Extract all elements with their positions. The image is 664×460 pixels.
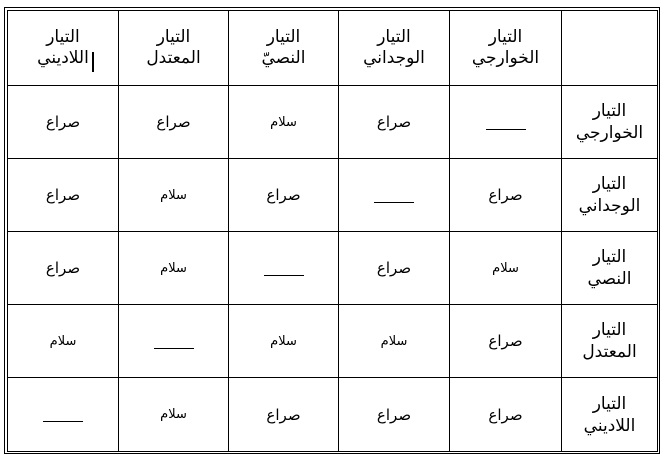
matrix-cell: سلام — [229, 86, 339, 159]
corner-cell — [562, 11, 658, 86]
row-header: التيار المعتدل — [562, 305, 658, 378]
column-header: التيار المعتدل — [119, 11, 229, 86]
column-header: التيار الوجداني — [339, 11, 450, 86]
row-header: التيار الخوارجي — [562, 86, 658, 159]
no-relation-dash — [43, 421, 83, 422]
matrix-cell — [339, 159, 450, 232]
matrix-cell — [450, 86, 562, 159]
no-relation-dash — [154, 348, 194, 349]
matrix-cell: صراع — [229, 378, 339, 452]
matrix-cell: صراع — [8, 232, 119, 305]
matrix-cell: صراع — [450, 305, 562, 378]
matrix-cell: صراع — [339, 86, 450, 159]
table-row — [8, 378, 658, 452]
table-row — [8, 159, 658, 232]
matrix-cell: سلام — [119, 232, 229, 305]
matrix-cell: سلام — [119, 378, 229, 452]
matrix-cell: سلام — [339, 305, 450, 378]
relations-matrix — [7, 10, 658, 452]
no-relation-dash — [486, 129, 526, 130]
matrix-cell: صراع — [229, 159, 339, 232]
no-relation-dash — [264, 275, 304, 276]
matrix-cell: سلام — [450, 232, 562, 305]
matrix-cell: صراع — [450, 378, 562, 452]
matrix-cell: سلام — [8, 305, 119, 378]
matrix-cell: صراع — [8, 86, 119, 159]
column-header: التيار الخوارجي — [450, 11, 562, 86]
column-header: التيار النصيّ — [229, 11, 339, 86]
no-relation-dash — [374, 202, 414, 203]
matrix-cell — [119, 305, 229, 378]
table-row — [8, 305, 658, 378]
table-row — [8, 232, 658, 305]
matrix-cell: صراع — [339, 232, 450, 305]
matrix-cell: سلام — [119, 159, 229, 232]
column-header: التيار اللاديني — [8, 11, 119, 86]
row-header: التيار النصي — [562, 232, 658, 305]
matrix-cell: صراع — [339, 378, 450, 452]
matrix-cell: صراع — [450, 159, 562, 232]
row-header: التيار الوجداني — [562, 159, 658, 232]
matrix-cell: سلام — [229, 305, 339, 378]
matrix-cell — [229, 232, 339, 305]
table-row — [8, 86, 658, 159]
row-header: التيار اللاديني — [562, 378, 658, 452]
matrix-cell: صراع — [119, 86, 229, 159]
matrix-cell: صراع — [8, 159, 119, 232]
text-cursor — [92, 52, 94, 72]
header-row — [8, 11, 658, 86]
matrix-cell — [8, 378, 119, 452]
